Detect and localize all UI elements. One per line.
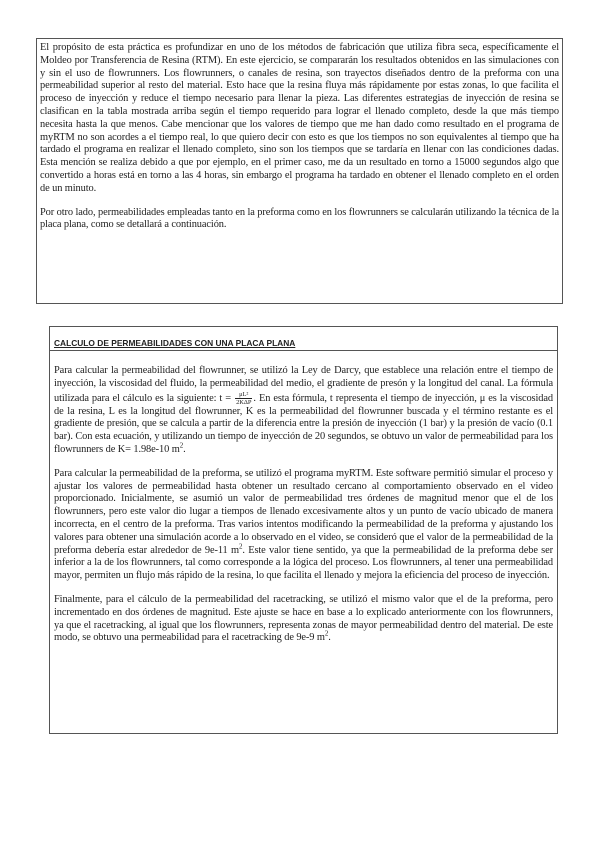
intro-paragraph-2: Por otro lado, permeabilidades empleadas tanto en la preforma como en los flowrunners se calcularán utilizando la técnica de la placa plana, como se detallará a continuación. — [40, 206, 559, 231]
section-title: CALCULO DE PERMEABILIDADES CON UNA PLACA PLANA — [54, 338, 296, 348]
intro-paragraph-1: El propósito de esta práctica es profundizar en uno de los métodos de fabricación que utiliza fibra seca, específicamente el Moldeo por Transferencia de Resina (RTM). En este ejercicio, se compararán los resultados obtenidos en las simulaciones con y sin el uso de flowrunners. Los flowrunners, o canales de resina, son trayectos diseñados dentro de la preforma con una permeabilidad superior al resto del material. Esto hace que la resina fluya más rápidamente por estas zonas, lo que facilita el proceso de inyección y reduce el tiempo necesario para llenar la pieza. Las diferentes estrategias de inyección de resina se clasifican en la tabla mostrada arriba según el tiempo requerido para lograr el llenado completo, desde la que más tiempo necesita hasta la que menos. Cabe mencionar que los valores de tiempo que me han dado como resultado en el programa de myRTM no son acordes a el tiempo real, lo que quiero decir con esto es que los tiempos no son equivalentes al tiempo que ha tardado el programa en realizar el llenado completo, sino son los tiempos que se tardaría en llenar con las condiciones dadas. Esta mención se realiza debido a que por ejemplo, en el primer caso, me da un resultado en torno a 15000 segundos algo que convertido a horas está en torno a las 4 horas, sin embargo el programa ha tardado en obtener el llenado completo en el orden de un minuto. — [40, 42, 559, 194]
section-header — [50, 327, 557, 351]
intro-text-box — [36, 38, 563, 304]
racetracking-text: Finalmente, para el cálculo de la permeabilidad del racetracking, se utilizó el mismo valor que el de la preforma, pero incrementado en dos órdenes de magnitud. Este ajuste se hace en base a lo explicado anteriormente con los flowrunners, ya que el racetracking, al igual que los flowrunners, representa zonas de mayor permeabilidad dentro del material. De este modo, se obtuvo una permeabilidad para el racetracking de 9e-9 m — [54, 593, 553, 644]
darcy-formula-fraction — [235, 391, 252, 406]
flowrunner-text-b: . En esta fórmula, t representa el tiempo de inyección, μ es la viscosidad de la resina, L es la longitud del flowrunner, K es la permeabilidad del flowrunner buscada y el término restante es el gradiente de presión, que se calcula a partir de la diferencia entre la presión de inyección (1 bar) y la presión de vacío (0.1 bar). Con esta ecuación, y utilizando un tiempo de inyección de 20 segundos, se obtuvo un valor de permeabilidad para los flowrunners de K= 1.98e-10 m — [54, 392, 553, 455]
flowrunner-paragraph — [54, 365, 553, 457]
flowrunner-text-a: Para calcular la permeabilidad del flowrunner, se utilizó la Ley de Darcy, que establece una relación entre el tiempo de inyección, la viscosidad del fluido, la permeabilidad del medio, el gradiente de presón y la longitud del canal. La fórmula utilizada para el cálculo es la siguiente: t = — [54, 365, 553, 404]
preform-text-a: Para calcular la permeabilidad de la preforma, se utilizó el programa myRTM. Este software permitió simular el proceso y ajustar los valores de permeabilidad hasta obtener un resultado cercano al comportamiento observado en el video proporcionado. Inicialmente, se asumió un valor de permeabilidad tres órdenes de magnitud menor que el de los flowrunners, pero este valor dio lugar a tiempos de llenado excesivamente altos y un punto de vacío ubicado de manera incorrecta, en el centro de la preforma. Tras varios intentos modificando la permeabilidad de la preforma y ajustando los valores para obtener una simulación acorde a lo observado en el video, se consideró que el valor de la permeabilidad de la preforma debería estar alrededor de 9e-11 m — [54, 467, 553, 556]
period: . — [183, 443, 186, 455]
preform-paragraph — [54, 468, 553, 583]
section-body — [50, 351, 557, 645]
formula-denominator: 2KΔP — [236, 398, 252, 406]
permeability-section-box — [49, 326, 558, 734]
unit-exponent: 2 — [238, 542, 243, 551]
racetracking-paragraph — [54, 594, 553, 645]
unit-exponent: 2 — [179, 441, 184, 450]
period: . — [328, 632, 331, 644]
formula-numerator: μL² — [235, 391, 252, 399]
preform-text-b: . Este valor tiene sentido, ya que la permeabilidad de la preforma debe ser inferior a la de los flowrunners, tal como corresponde a la lógica del proceso. Los flowrunners, al tener una permeabilidad mayor, permiten un flujo más rápido de la resina, lo que facilita el llenado y mejora la eficiencia del proceso de inyección. — [54, 544, 554, 582]
unit-exponent: 2 — [324, 629, 329, 638]
